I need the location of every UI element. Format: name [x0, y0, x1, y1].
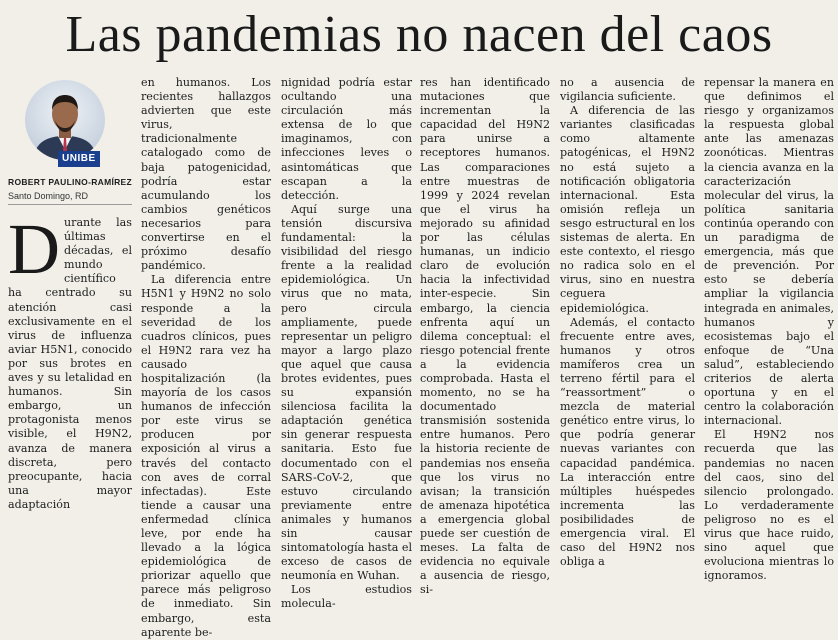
paragraph: El H9N2 nos recuerda que las pandemias no nacen del caos, sino del silencio prolongado. Lo verdaderamente peligroso no es el virus que hace ruido, sino aquel que evoluciona mientras lo ignoramos. [704, 428, 834, 583]
column-3 [281, 76, 412, 612]
paragraph: res han identificado mutaciones que incrementan la capacidad del H9N2 para unirse a receptores humanos. Las comparaciones entre muestras de 1999 y 2024 revelan que el virus ha mejorado su afinidad por las células humanas, un indicio claro de evolución hacia la infectividad inter-especie. Sin embargo, la ciencia enfrenta aquí un dilema conceptual: el riesgo potencial frente a la evidencia comprobada. Hasta el momento, no se ha documentado transmisión sostenida entre humanos. Pero la historia reciente de pandemias nos enseña que los virus no avisan; la transición de amenaza hipotética a emergencia global puede ser cuestión de meses. La falta de evidencia no equivale a ausencia de riesgo, si- [420, 76, 550, 597]
headline: Las pandemias no nacen del caos [65, 6, 773, 63]
paragraph: A diferencia de las variantes clasificadas como altamente patogénicas, el H9N2 no está sujeto a notificación obligatoria internacional. Esta omisión refleja un sesgo estructural en los sistemas de alerta. En este contexto, el riesgo no radica solo en el virus, sino en nuestra ceguera epidemiológica. [560, 104, 695, 315]
paragraph: nignidad podría estar ocultando una circulación más extensa de lo que imaginamos, con infecciones leves o asintomáticas que escapan a la detección. [281, 76, 412, 202]
author-name: ROBERT PAULINO-RAMÍREZ [8, 177, 133, 187]
paragraph: en humanos. Los recientes hallazgos advierten que este virus, tradicionalmente catalogado como de baja patogenicidad, podría estar acumulando los cambios genéticos necesarios para convertirse en el próximo desafío pandémico. [141, 76, 271, 273]
paragraph: La diferencia entre H5N1 y H9N2 no solo responde a la severidad de los cuadros clínicos, pues el H9N2 rara vez ha causado hospitalización (la mayoría de los casos humanos de infección por este virus se producen por exposición al virus a través del contacto con aves de corral infectadas). Este tiende a causar una enfermedad clínica leve, por ende ha llevado a la lógica epidemiológica de priorizar aquello que parece más peligroso de inmediato. Sin embargo, esta aparente be- [141, 273, 271, 639]
column-2 [141, 76, 271, 640]
column-6 [704, 76, 834, 583]
unibe-badge: UNIBE [58, 151, 100, 167]
paragraph: Los estudios molecula- [281, 583, 412, 611]
column-5 [560, 76, 695, 569]
paragraph: Además, el contacto frecuente entre aves, humanos y otros mamíferos crea un terreno fértil para el “reassortment” o mezcla de material genético entre virus, lo que podría generar nuevas variantes con capacidad pandémica. La interacción entre múltiples huéspedes incrementa las posibilidades de emergencia viral. El caso del H9N2 nos obliga a [560, 315, 695, 569]
author-portrait-icon [25, 80, 105, 160]
drop-cap: D [8, 209, 60, 289]
author-location: Santo Domingo, RD [8, 191, 89, 201]
column-4 [420, 76, 550, 597]
byline-divider [8, 204, 132, 205]
column-1 [8, 209, 132, 512]
paragraph: urante las últimas décadas, el mundo científico ha centrado su atención casi exclusivamente en el virus de influenza aviar H5N1, conocido por sus brotes en aves y su letalidad en humanos. Sin embargo, un protagonista menos visible, el H9N2, avanza de manera discreta, pero preocupante, hacia una mayor adaptación [8, 216, 132, 511]
paragraph: no a ausencia de vigilancia suficiente. [560, 76, 695, 104]
paragraph: repensar la manera en que definimos el riesgo y organizamos la respuesta global ante las amenazas zoonóticas. Mientras la ciencia avanza en la caracterización molecular del virus, la política sanitaria continúa operando con un paradigma de emergencia, más que de prevención. Por esto se debería ampliar la vigilancia integrada en animales, humanos y ecosistemas bajo el enfoque de “Una salud”, estableciendo criterios de alerta oportuna y en el centro la colaboración internacional. [704, 76, 834, 428]
author-photo [25, 80, 105, 160]
paragraph: Aquí surge una tensión discursiva fundamental: la visibilidad del riesgo frente a la realidad epidemiológica. Un virus que no mata, pero circula ampliamente, puede representar un peligro mayor a largo plazo que aquel que causa brotes evidentes, pues su expansión silenciosa facilita la adaptación genética sin generar respuesta sanitaria. Esto fue documentado con el SARS-CoV-2, que estuvo circulando previamente entre animales y humanos sin causar sintomatología hasta el exceso de casos de neumonía en Wuhan. [281, 202, 412, 583]
